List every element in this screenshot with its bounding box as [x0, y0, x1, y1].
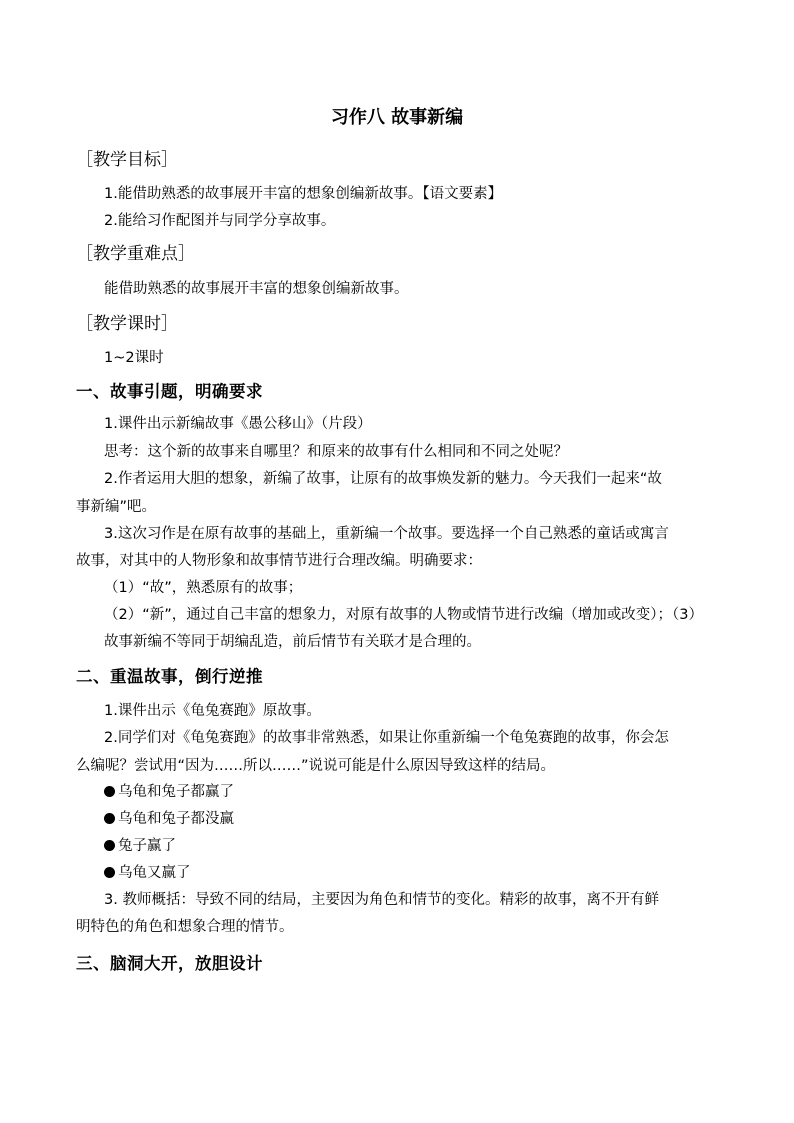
- bullet-text: 兔子赢了: [118, 838, 176, 854]
- bullet-dot-icon: [104, 786, 115, 797]
- part1-line: 故事新编不等同于胡编乱造，前后情节有关联才是合理的。: [104, 634, 481, 650]
- part2-summary: 3. 教师概括：导致不同的结局，主要因为角色和情节的变化。精彩的故事，离不开有鲜: [104, 892, 659, 908]
- bullet-dot-icon: [104, 867, 115, 878]
- part1-line: 事新编”吧。: [76, 499, 157, 515]
- part2-line: 2.同学们对《龟兔赛跑》的故事非常熟悉，如果让你重新编一个龟兔赛跑的故事，你会怎: [104, 730, 669, 746]
- bullet-text: 乌龟又赢了: [118, 865, 191, 881]
- part2-line: 1.课件出示《龟兔赛跑》原故事。: [104, 703, 321, 719]
- keypoints-text: 能借助熟悉的故事展开丰富的想象创编新故事。: [104, 281, 409, 297]
- section-heading-goals: ［教学目标］: [76, 150, 178, 170]
- part1-line: 故事，对其中的人物形象和故事情节进行合理改编。明确要求：: [76, 553, 482, 569]
- part1-line: （1）“故”，熟悉原有的故事；: [104, 580, 303, 596]
- part2-heading: 二、重温故事，倒行逆推: [76, 667, 263, 686]
- bullet-item: [104, 837, 176, 855]
- part1-line: 2.作者运用大胆的想象，新编了故事，让原有的故事焕发新的魅力。今天我们一起来“故: [104, 471, 662, 487]
- part2-line: 么编呢？尝试用“因为……所以……”说说可能是什么原因导致这样的结局。: [76, 758, 556, 774]
- part1-line: 3.这次习作是在原有故事的基础上，重新编一个故事。要选择一个自己熟悉的童话或寓言: [104, 526, 669, 542]
- section-heading-keypoints: ［教学重难点］: [76, 244, 195, 264]
- part1-heading: 一、故事引题，明确要求: [76, 382, 263, 401]
- part2-summary: 明特色的角色和想象合理的情节。: [76, 919, 294, 935]
- bullet-item: [104, 810, 234, 828]
- hours-text: 1~2课时: [104, 350, 164, 366]
- part3-heading: 三、脑洞大开，放胆设计: [76, 954, 263, 973]
- document-title: 习作八 故事新编: [330, 107, 464, 128]
- goal-item-1: 1.能借助熟悉的故事展开丰富的想象创编新故事。【语文要素】: [104, 186, 503, 202]
- section-heading-hours: ［教学课时］: [76, 314, 178, 334]
- part1-line: 1.课件出示新编故事《愚公移山》（片段）: [104, 416, 372, 432]
- part1-line: 思考：这个新的故事来自哪里？和原来的故事有什么相同和不同之处呢？: [104, 444, 568, 460]
- bullet-text: 乌龟和兔子都赢了: [118, 784, 234, 800]
- bullet-item: [104, 864, 191, 882]
- bullet-text: 乌龟和兔子都没赢: [118, 811, 234, 827]
- bullet-item: [104, 783, 234, 801]
- bullet-dot-icon: [104, 813, 115, 824]
- goal-item-2: 2.能给习作配图并与同学分享故事。: [104, 213, 336, 229]
- part1-line: （2）“新”，通过自己丰富的想象力，对原有故事的人物或情节进行改编（增加或改变）；（3）: [104, 607, 703, 623]
- bullet-dot-icon: [104, 840, 115, 851]
